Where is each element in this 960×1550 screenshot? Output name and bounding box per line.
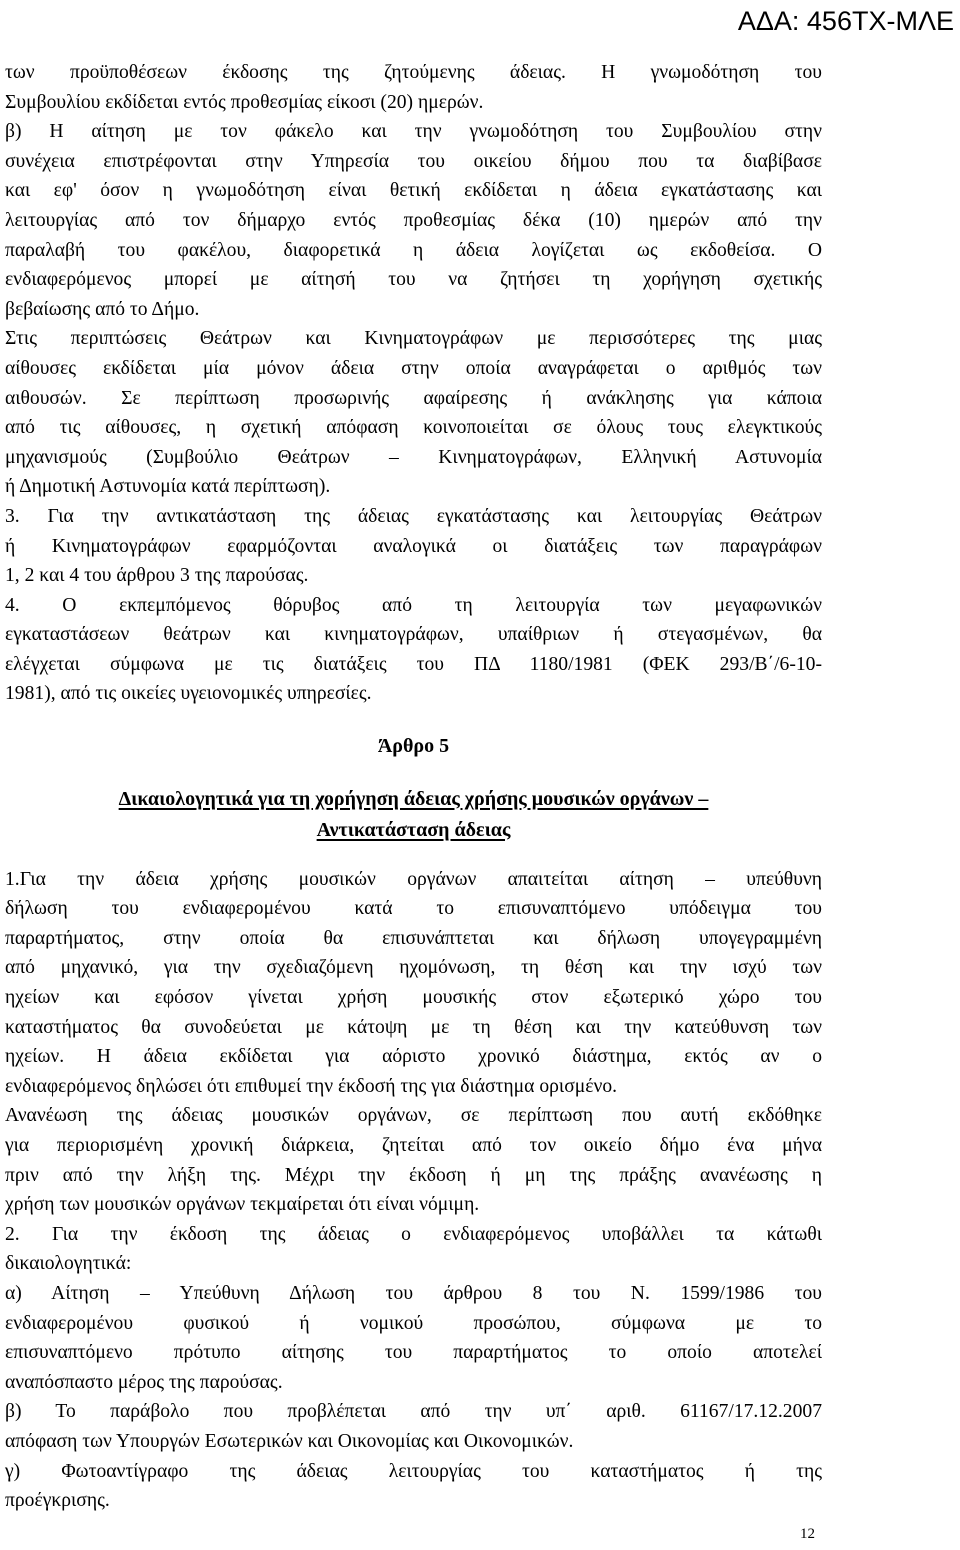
text-line: ή Κινηματογράφων εφαρμόζονται αναλογικά οι διατάξεις των παραγράφων [5, 535, 822, 557]
document-page [5, 58, 822, 1516]
text-line: 1.Για την άδεια χρήσης μουσικών οργάνων απαιτείται αίτηση – υπεύθυνη [5, 868, 822, 890]
text-line: αναπόσπαστο μέρος της παρούσας. [5, 1371, 283, 1393]
text-line: χρήση των μουσικών οργάνων τεκμαίρεται ότι είναι νόμιμη. [5, 1194, 480, 1216]
text-line: ηχείων και εφόσον γίνεται χρήση μουσικής στον εξωτερικό χώρο του [5, 987, 822, 1009]
section-title [5, 784, 822, 846]
text-line: ενδιαφερόμενος δηλώσει ότι επιθυμεί την έκδοσή της για διάστημα ορισμένο. [5, 1075, 618, 1097]
text-line: και εφ' όσον η γνωμοδότηση είναι θετική εκδίδεται η άδεια εγκατάστασης και [5, 180, 822, 202]
text-line: αιθουσών. Σε περίπτωση προσωρινής αφαίρεσης ή ανάκλησης για κάποια [5, 387, 822, 409]
text-line: λειτουργίας από τον δήμαρχο εντός προθεσμίας δέκα (10) ημερών από την [5, 209, 822, 231]
text-line: 1, 2 και 4 του άρθρου 3 της παρούσας. [5, 565, 309, 587]
text-line: Ανανέωση της άδειας μουσικών οργάνων, σε περίπτωση που αυτή εκδόθηκε [5, 1105, 822, 1127]
text-line: Στις περιπτώσεις Θεάτρων και Κινηματογράφων με περισσότερες της μιας [5, 328, 822, 350]
text-line: ή Δημοτική Αστυνομία κατά περίπτωση). [5, 476, 331, 498]
text-line: 2. Για την έκδοση της άδειας ο ενδιαφερόμενος υποβάλλει τα κάτωθι [5, 1223, 822, 1245]
text-line: δικαιολογητικά: [5, 1253, 132, 1275]
page-number: 12 [800, 1526, 815, 1542]
ada-stamp: ΑΔΑ: 456ΤΧ-ΜΛΕ [737, 6, 954, 36]
text-line: αίθουσες εκδίδεται μία μόνον άδεια στην οποία αναγράφεται ο αριθμός των [5, 357, 822, 379]
text-line: ελέγχεται σύμφωνα με τις διατάξεις του ΠΔ 1180/1981 (ΦΕΚ 293/Β΄/6-10- [5, 653, 822, 675]
text-line: παραλαβή του φακέλου, διαφορετικά η άδεια λογίζεται ως εκδοθείσα. Ο [5, 239, 822, 261]
article-title: Άρθρο 5 [377, 735, 450, 758]
text-line: προέγκρισης. [5, 1490, 110, 1512]
text-line: β) Το παράβολο που προβλέπεται από την υπ΄ αριθ. 61167/17.12.2007 [5, 1401, 822, 1423]
text-line: β) Η αίτηση με τον φάκελο και την γνωμοδότηση του Συμβουλίου στην [5, 121, 822, 143]
text-line: παραρτήματος, στην οποία θα επισυνάπτεται και δήλωση υπογεγραμμένη [5, 927, 822, 949]
text-line: δήλωση του ενδιαφερομένου κατά το επισυναπτόμενο υπόδειγμα του [5, 898, 822, 920]
text-line: α) Αίτηση – Υπεύθυνη Δήλωση του άρθρου 8 του Ν. 1599/1986 του [5, 1282, 822, 1304]
text-line: 4. Ο εκπεμπόμενος θόρυβος από τη λειτουργία των μεγαφωνικών [5, 594, 822, 616]
text-line: 3. Για την αντικατάσταση της άδειας εγκατάστασης και λειτουργίας Θεάτρων [5, 505, 822, 527]
text-line: ενδιαφερομένου φυσικού ή νομικού προσώπου, σύμφωνα με το [5, 1312, 822, 1334]
text-line: γ) Φωτοαντίγραφο της άδειας λειτουργίας του καταστήματος ή της [5, 1460, 822, 1482]
text-line: επισυναπτόμενο πρότυπο αίτησης του παραρτήματος το οποίο αποτελεί [5, 1342, 822, 1364]
text-line: καταστήματος θα συνοδεύεται με κάτοψη με τη θέση και την κατεύθυνση των [5, 1016, 822, 1038]
section-title-line: Αντικατάσταση άδειας [316, 818, 511, 841]
text-line: βεβαίωσης από το Δήμο. [5, 298, 200, 320]
text-line: πριν από την λήξη της. Μέχρι την έκδοση ή μη της πράξης ανανέωσης η [5, 1164, 822, 1186]
text-line: ηχείων. Η άδεια εκδίδεται για αόριστο χρονικό διάστημα, εκτός αν ο [5, 1046, 822, 1068]
text-line: μηχανισμούς (Συμβούλιο Θεάτρων – Κινηματογράφων, Ελληνική Αστυνομία [5, 446, 822, 468]
text-line: από τις αίθουσες, η σχετική απόφαση κοινοποιείται σε όλους τους ελεγκτικούς [5, 417, 822, 439]
text-line: για περιορισμένη χρονική διάρκεια, ζητείται από τον οικείο δήμο ένα μήνα [5, 1135, 822, 1156]
text-line: από μηχανικό, για την σχεδιαζόμενη ηχομόνωση, τη θέση και την ισχύ των [5, 957, 822, 979]
text-line: ενδιαφερόμενος μπορεί με αίτησή του να ζητήσει τη χορήγηση σχετικής [5, 269, 822, 291]
text-line: των προϋποθέσεων έκδοσης της ζητούμενης άδειας. Η γνωμοδότηση του [5, 62, 822, 83]
text-line: 1981), από τις οικείες υγειονομικές υπηρεσίες. [5, 683, 372, 705]
text-line: Συμβουλίου εκδίδεται εντός προθεσμίας είκοσι (20) ημερών. [5, 91, 484, 113]
text-line: απόφαση των Υπουργών Εσωτερικών και Οικονομίας και Οικονομικών. [5, 1430, 574, 1452]
text-line: συνέχεια επιστρέφονται στην Υπηρεσία του οικείου δήμου που τα διαβίβασε [5, 150, 822, 172]
section-title-line: Δικαιολογητικά για τη χορήγηση άδειας χρήσης μουσικών οργάνων – [118, 787, 709, 810]
text-line: εγκαταστάσεων θεάτρων και κινηματογράφων, υπαίθριων ή στεγασμένων, θα [5, 624, 822, 646]
